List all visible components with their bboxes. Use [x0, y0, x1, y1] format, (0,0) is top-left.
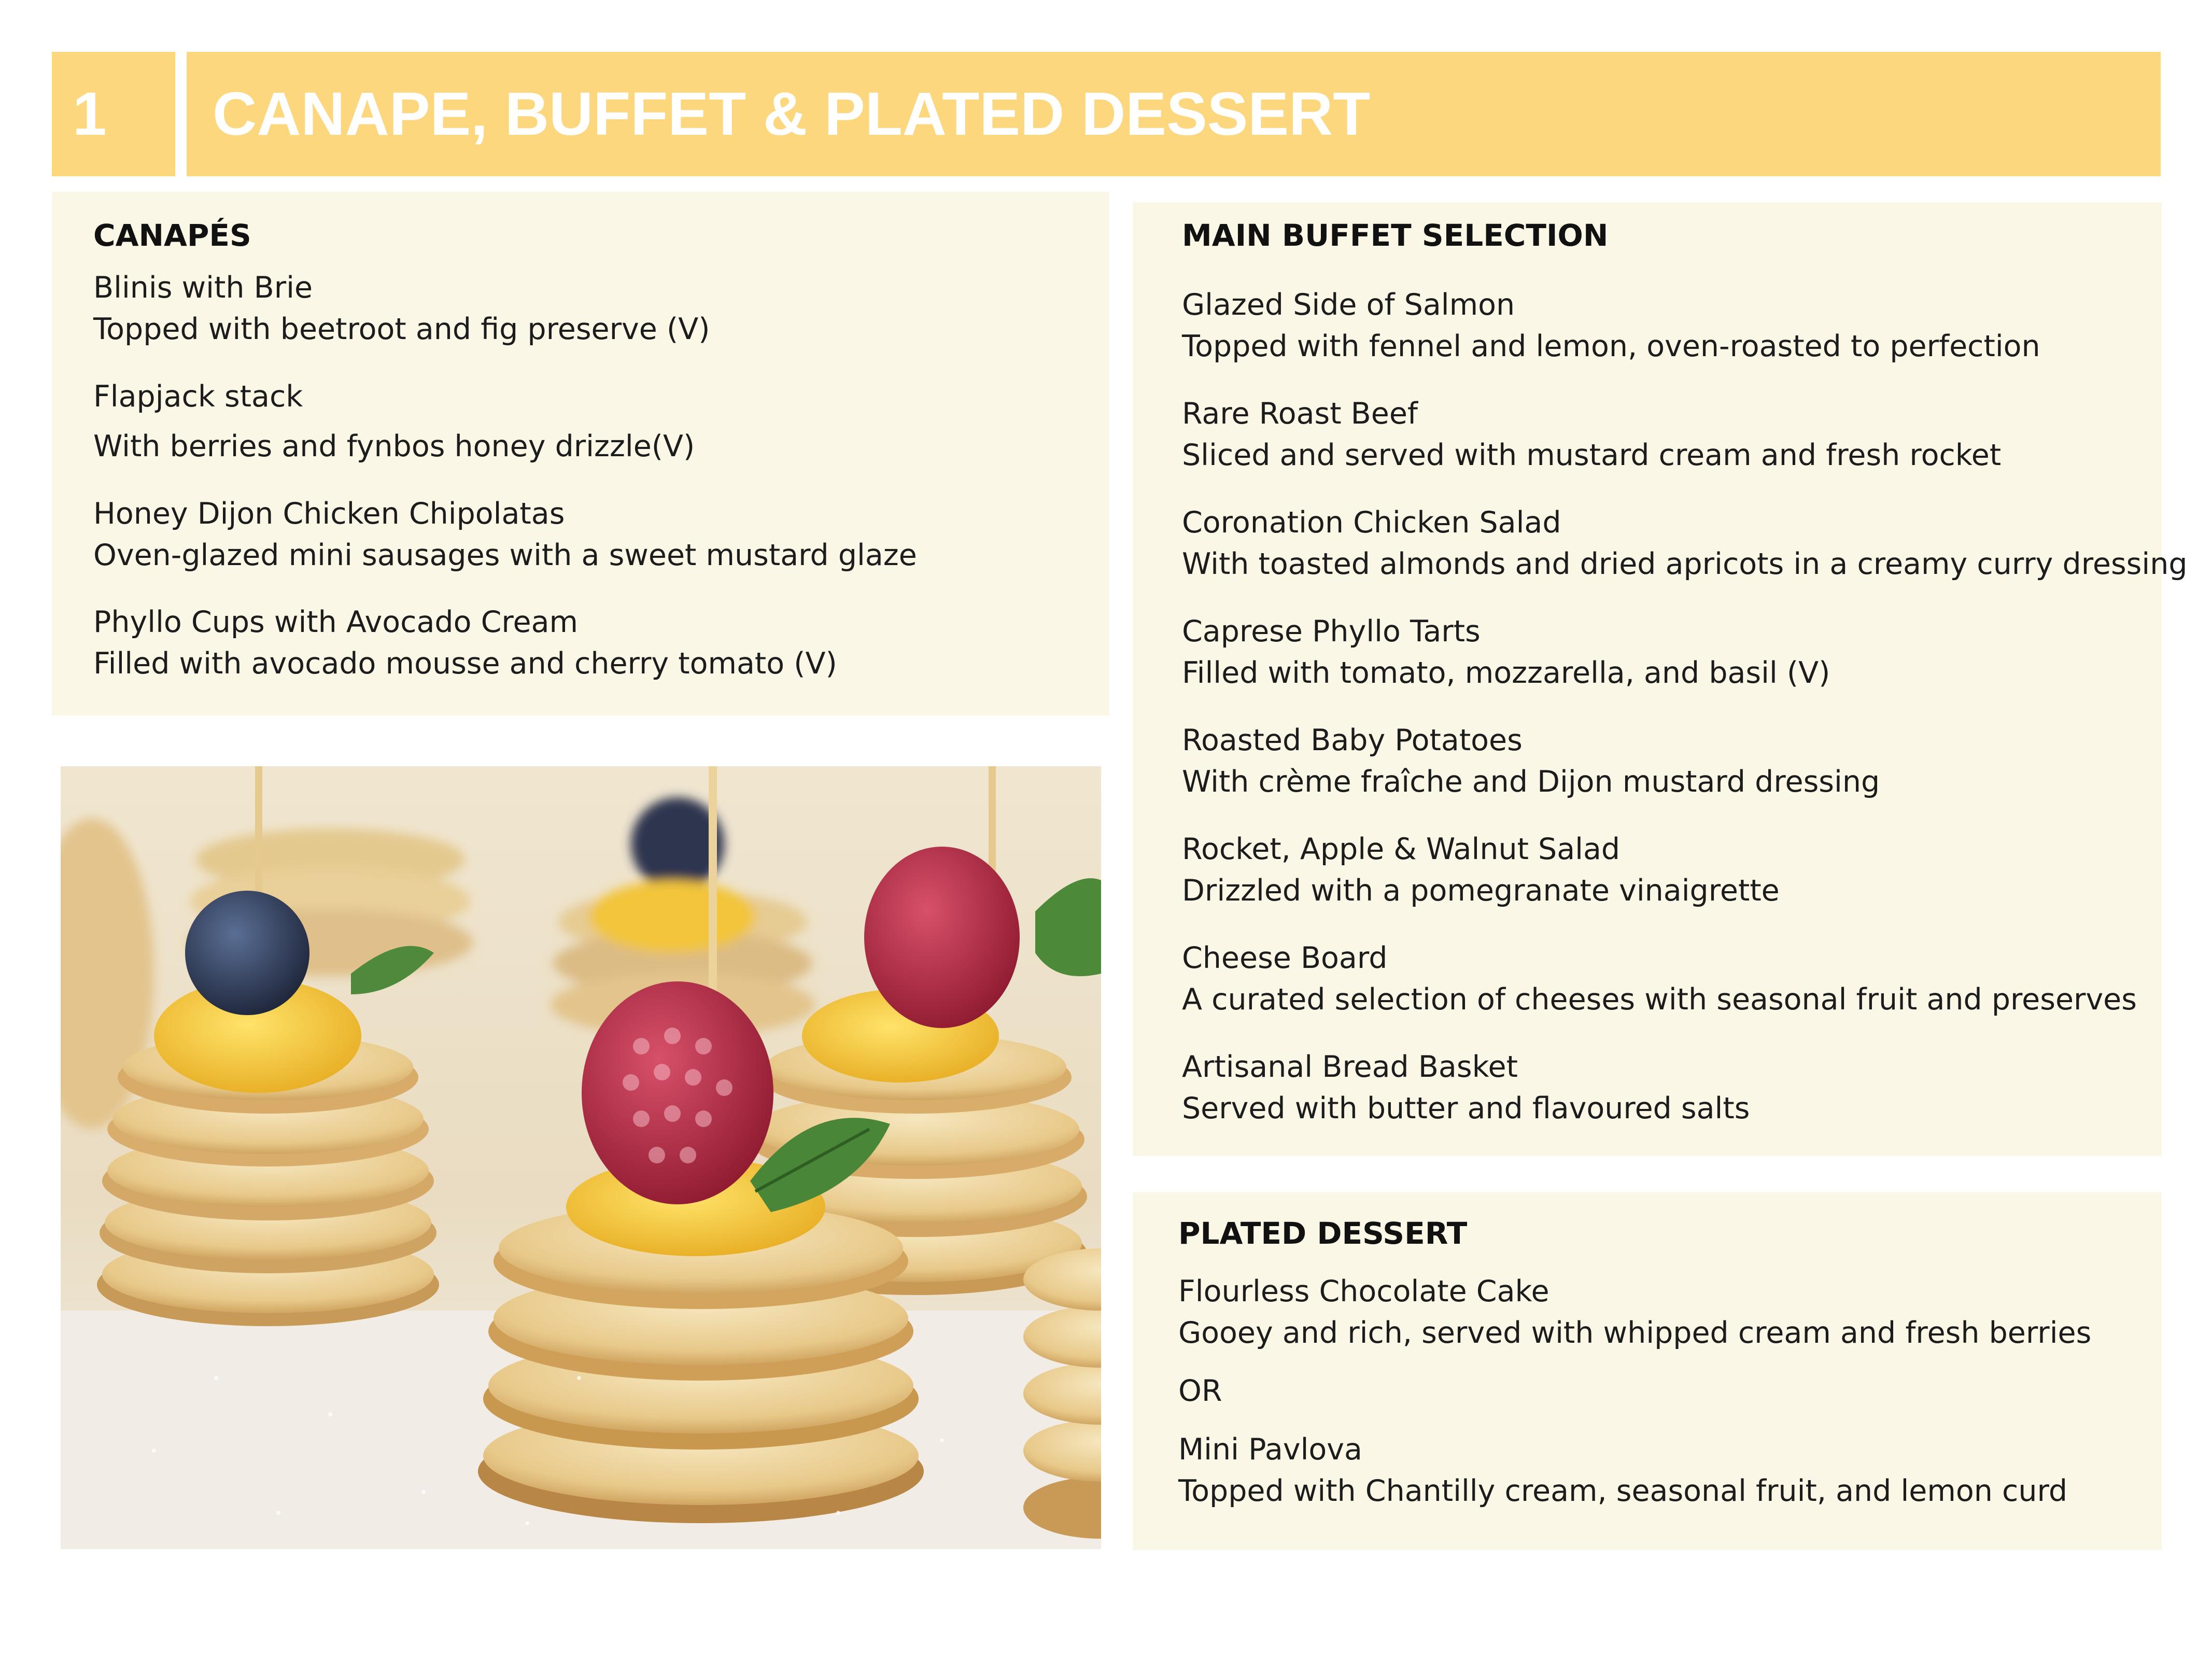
canape-item-name: Phyllo Cups with Avocado Cream	[93, 605, 579, 639]
buffet-item-name: Rocket, Apple & Walnut Salad	[1182, 832, 1621, 866]
buffet-item-name: Roasted Baby Potatoes	[1182, 723, 1523, 757]
section-number-band	[52, 52, 175, 176]
buffet-item-name: Caprese Phyllo Tarts	[1182, 614, 1481, 649]
section-number: 1	[73, 80, 107, 148]
canape-item-desc: Oven-glazed mini sausages with a sweet mustard glaze	[93, 538, 917, 572]
dessert-panel	[1133, 1192, 2162, 1550]
buffet-item-name: Cheese Board	[1182, 941, 1388, 975]
pancake-stack-photo	[61, 766, 1101, 1549]
buffet-item-name: Glazed Side of Salmon	[1182, 288, 1515, 322]
dessert-item-desc: Topped with Chantilly cream, seasonal fruit, and lemon curd	[1178, 1474, 2068, 1508]
buffet-heading: MAIN BUFFET SELECTION	[1182, 218, 1609, 253]
dessert-item-name: Flourless Chocolate Cake	[1178, 1274, 1549, 1309]
canape-item-name: Honey Dijon Chicken Chipolatas	[93, 497, 565, 531]
dessert-item-desc: Gooey and rich, served with whipped cream and fresh berries	[1178, 1316, 2092, 1350]
buffet-item-desc: With crème fraîche and Dijon mustard dressing	[1182, 765, 1880, 799]
buffet-item-desc: Topped with fennel and lemon, oven-roasted to perfection	[1182, 329, 2040, 363]
canapes-panel	[52, 192, 1109, 715]
buffet-item-desc: Sliced and served with mustard cream and fresh rocket	[1182, 438, 2002, 472]
page-title: CANAPE, BUFFET & PLATED DESSERT	[213, 80, 1371, 148]
canape-item-desc: With berries and fynbos honey drizzle(V)	[93, 429, 695, 463]
canape-item-name: Flapjack stack	[93, 379, 303, 414]
buffet-item-name: Artisanal Bread Basket	[1182, 1050, 1518, 1084]
buffet-item-desc: Drizzled with a pomegranate vinaigrette	[1182, 874, 1780, 908]
canape-item-name: Blinis with Brie	[93, 271, 313, 305]
dessert-item-name: Mini Pavlova	[1178, 1432, 1362, 1467]
canapes-heading: CANAPÉS	[93, 218, 251, 253]
section-title-band	[187, 52, 2161, 176]
buffet-item-desc: A curated selection of cheeses with seasonal fruit and preserves	[1182, 982, 2137, 1017]
dessert-separator: OR	[1178, 1374, 1222, 1408]
buffet-item-desc: With toasted almonds and dried apricots in a creamy curry dressing	[1182, 547, 2188, 581]
buffet-item-name: Rare Roast Beef	[1182, 397, 1418, 431]
canape-item-desc: Filled with avocado mousse and cherry tomato (V)	[93, 646, 837, 681]
buffet-item-desc: Filled with tomato, mozzarella, and basil (V)	[1182, 656, 1830, 690]
canape-item-desc: Topped with beetroot and fig preserve (V)	[93, 312, 710, 346]
buffet-item-name: Coronation Chicken Salad	[1182, 505, 1561, 540]
dessert-heading: PLATED DESSERT	[1178, 1216, 1468, 1251]
buffet-item-desc: Served with butter and flavoured salts	[1182, 1091, 1750, 1126]
buffet-panel	[1133, 202, 2188, 1156]
